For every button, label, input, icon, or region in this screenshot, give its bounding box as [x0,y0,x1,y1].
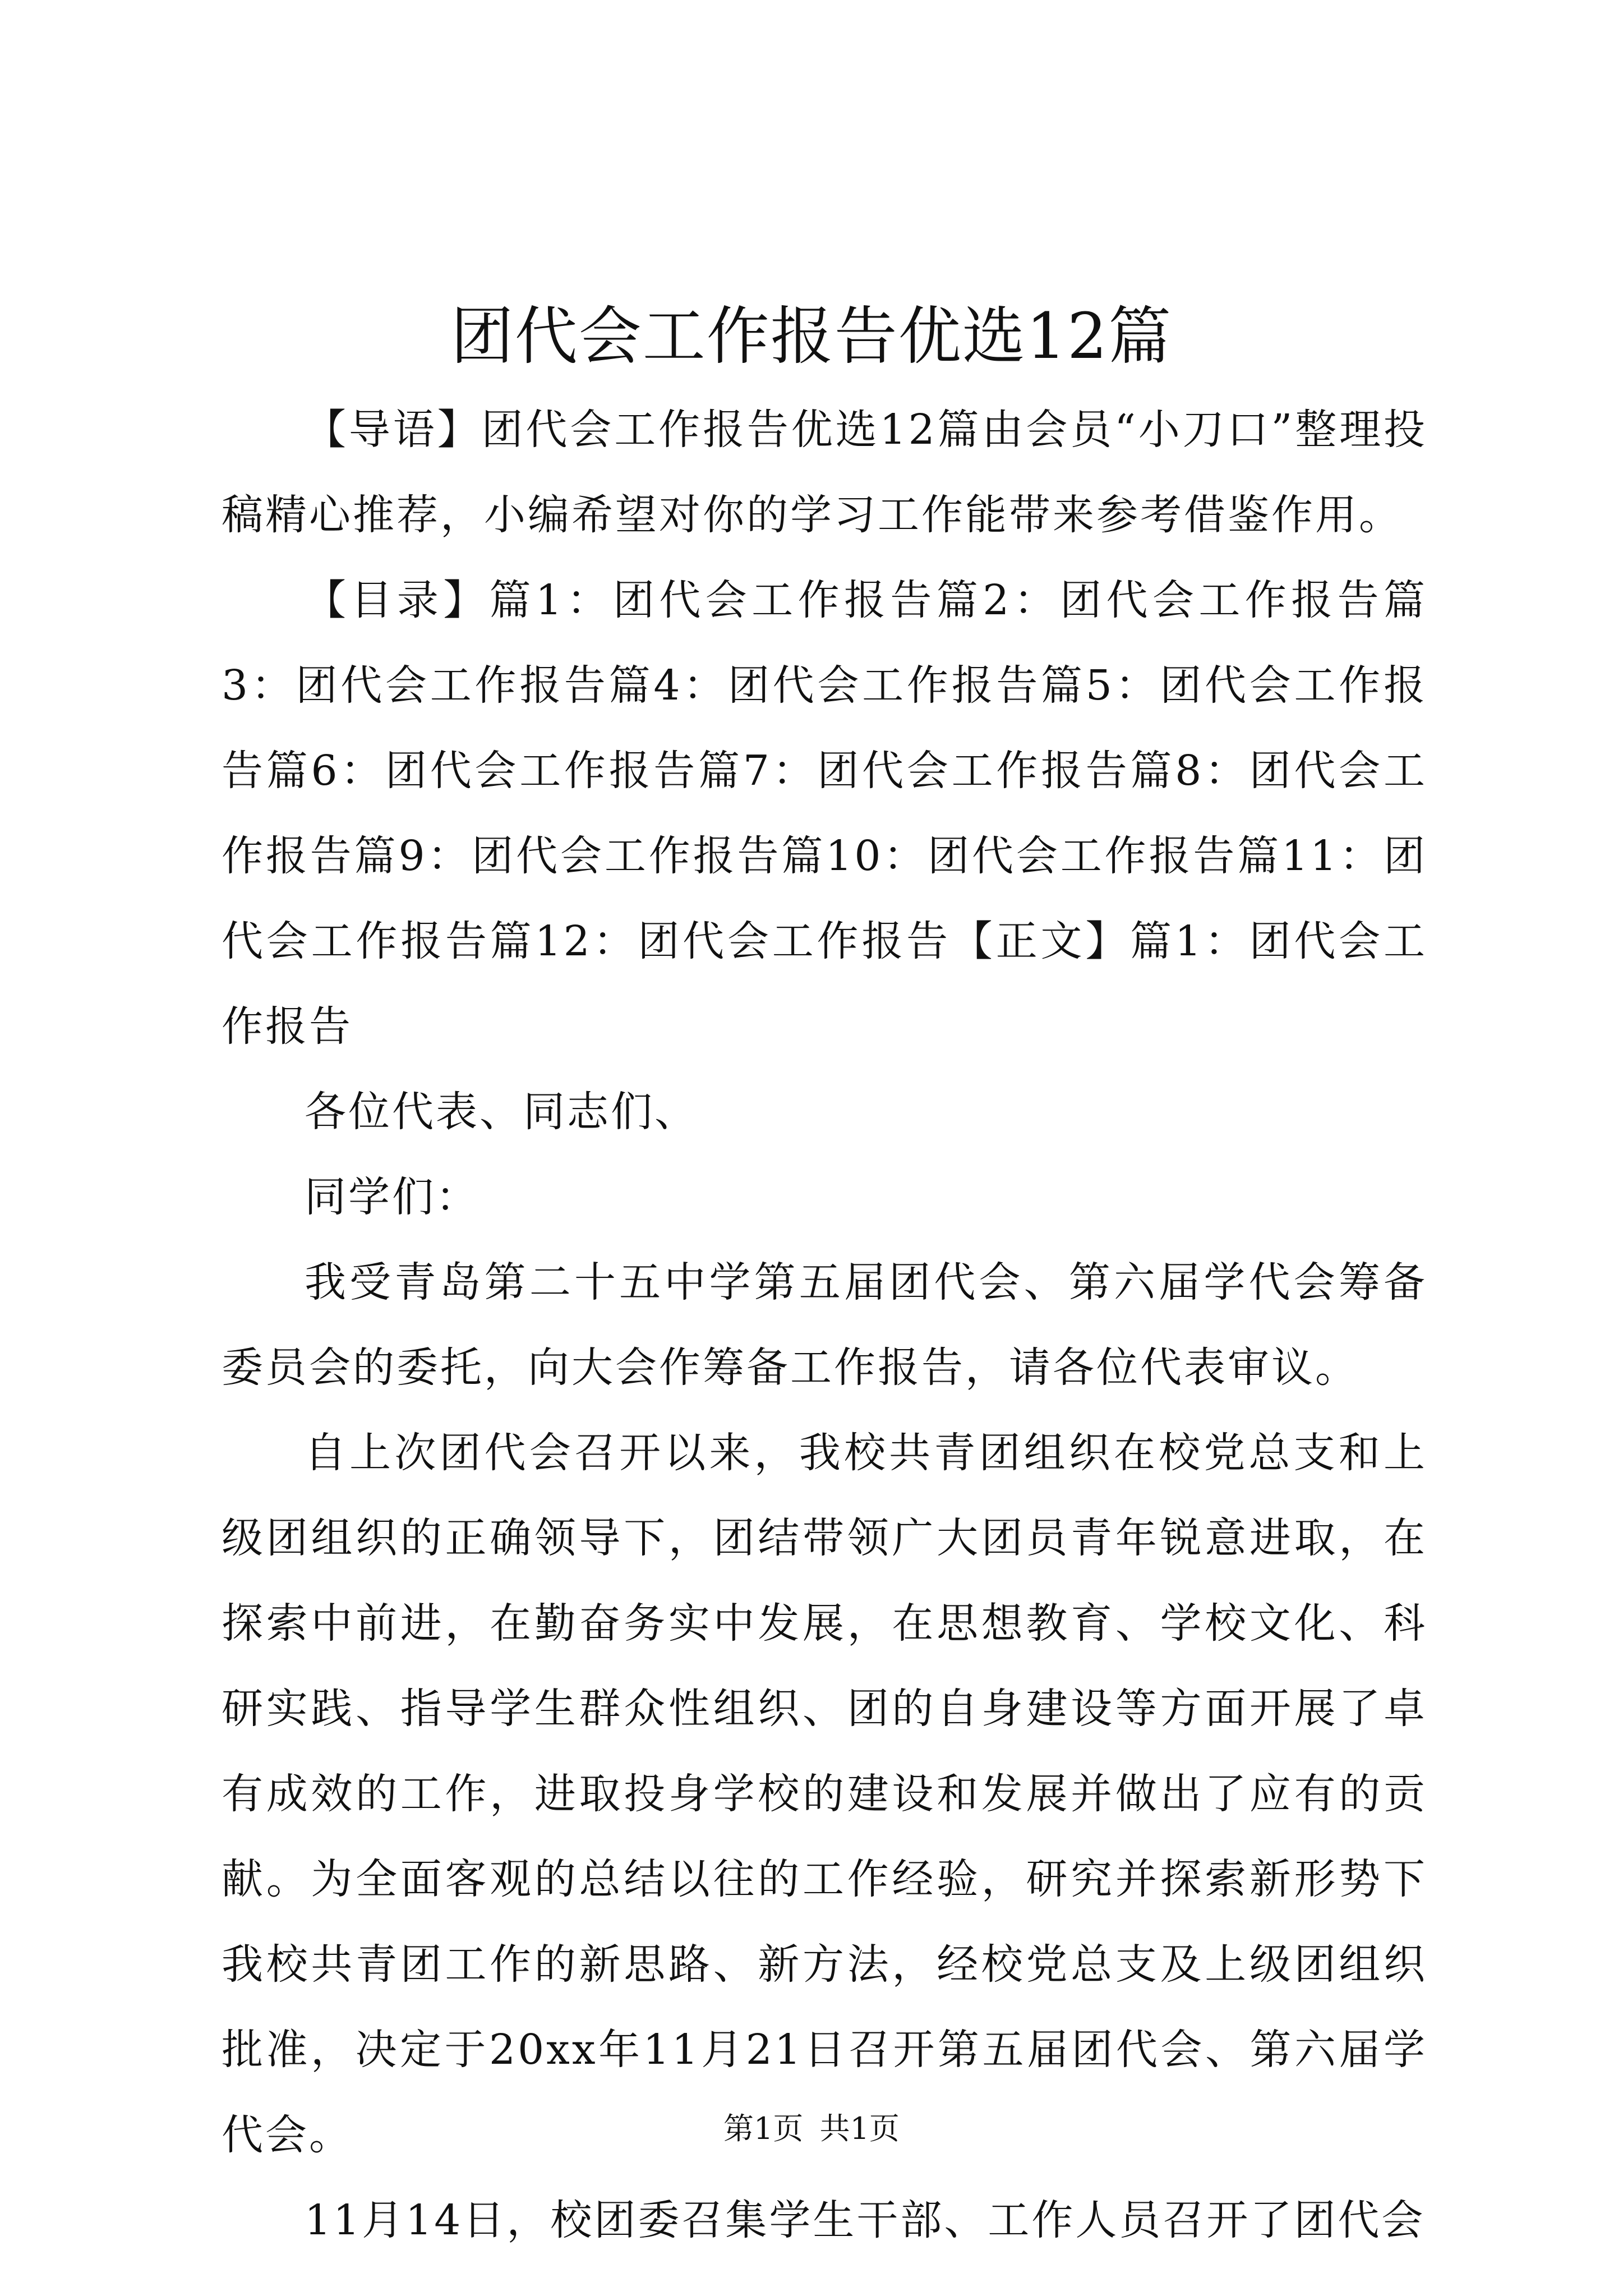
paragraph-review: 自上次团代会召开以来，我校共青团组织在校党总支和上级团组织的正确领导下，团结带领广大团员青年锐意进取，在探索中前进，在勤奋务实中发展，在思想教育、学校文化、科研实践、指导学生群众性组织、团的自身建设等方面开展了卓有成效的工作，进取投身学校的建设和发展并做出了应有的贡献。为全面客观的总结以往的工作经验，研究并探索新形势下我校共青团工作的新思路、新方法，经校党总支及上级团组织批准，决定于20xx年11月21日召开第五届团代会、第六届学代会。 [222,1429,1427,2159]
paragraph-commission: 我受青岛第二十五中学第五届团代会、第六届学代会筹备委员会的委托，向大会作筹备工作报告，请各位代表审议。 [222,1258,1427,1392]
page-total: 共1页 [819,2111,900,2146]
document-body [222,387,1427,2263]
paragraph-salutation-2: 同学们： [305,1173,479,1221]
page-number: 第1页 [723,2111,804,2146]
paragraph-intro: 【导语】团代会工作报告优选12篇由会员“小刀口”整理投稿精心推荐，小编希望对你的学习工作能带来参考借鉴作用。 [222,406,1427,539]
paragraph-meeting: 11月14日，校团委召集学生干部、工作人员召开了团代会 [305,2196,1426,2244]
page-footer [0,2109,1623,2148]
paragraph-contents: 【目录】篇1：团代会工作报告篇2：团代会工作报告篇3：团代会工作报告篇4：团代会工作报告篇5：团代会工作报告篇6：团代会工作报告篇7：团代会工作报告篇8：团代会工作报告篇9：团代会工作报告篇10：团代会工作报告篇11：团代会工作报告篇12：团代会工作报告【正文】篇1：团代会工作报告 [222,576,1427,1051]
document-title: 团代会工作报告优选12篇 [450,300,1173,373]
paragraph-salutation-1: 各位代表、同志们、 [305,1088,698,1136]
